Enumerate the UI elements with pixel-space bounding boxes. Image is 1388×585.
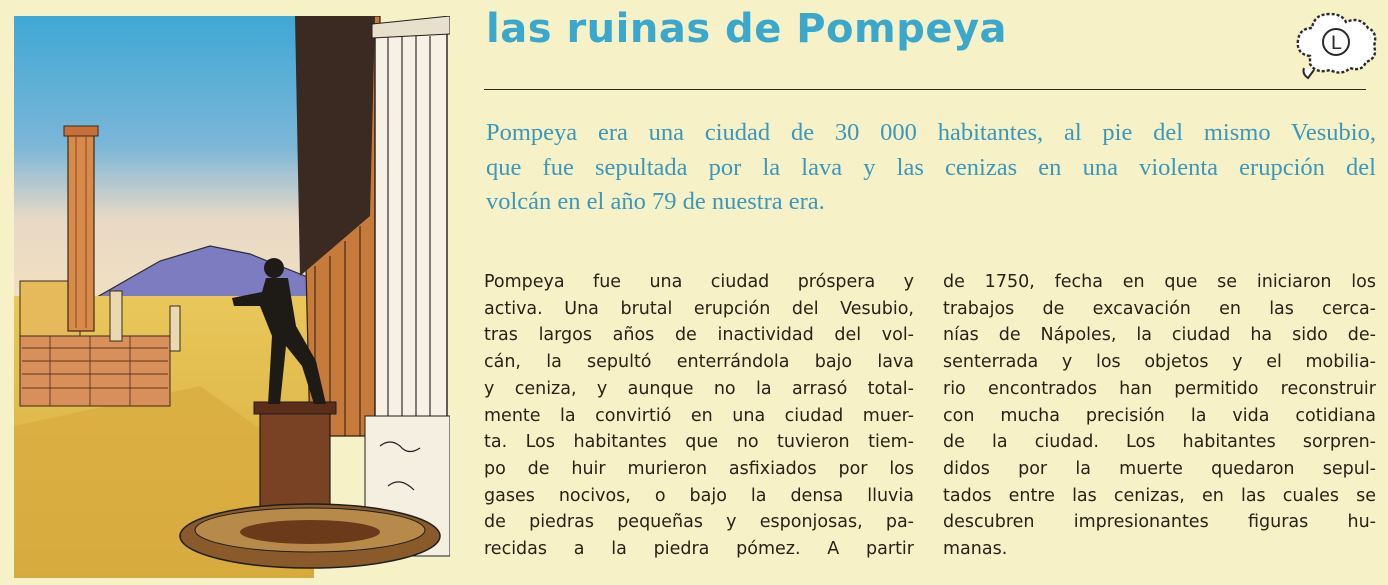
body-line: mente la convirtió en una ciudad muer- <box>484 405 914 426</box>
body-line: senterrada y los objetos y el mobilia- <box>943 352 1376 373</box>
pompeii-ruins-illustration <box>10 16 450 578</box>
body-line: de piedras pequeñas y esponjosas, pa- <box>484 512 914 533</box>
logo-letter: L <box>1330 32 1342 54</box>
body-line: y ceniza, y aunque no la arrasó total- <box>484 378 914 399</box>
body-line: tados entre las cenizas, en las cuales se <box>943 485 1376 506</box>
body-line: de la ciudad. Los habitantes sorpren- <box>943 432 1376 453</box>
body-line: de 1750, fecha en que se iniciaron los <box>943 272 1376 292</box>
body-line: con mucha precisión la vida cotidiana <box>943 405 1376 426</box>
lead-line: volcán en el año 79 de nuestra era. <box>486 188 825 216</box>
body-line: cán, la sepultó enterrándola bajo lava <box>484 352 914 373</box>
body-line: descubren impresionantes figuras hu- <box>943 512 1376 533</box>
body-line: gases nocivos, o bajo la densa lluvia <box>484 485 914 506</box>
body-line: manas. <box>943 539 1008 560</box>
body-line: recidas a la piedra pómez. A partir <box>484 539 914 560</box>
body-line: po de huir murieron asfixiados por los <box>484 458 914 479</box>
body-column-right <box>943 269 1376 563</box>
cloud-logo-icon <box>1290 6 1380 84</box>
page-title: las ruinas de Pompeya <box>486 6 1008 52</box>
body-line: didos por la muerte quedaron sepul- <box>943 458 1376 479</box>
title-divider <box>484 89 1366 90</box>
body-line: trabajos de excavación en las cerca- <box>943 298 1376 319</box>
lead-line: Pompeya era una ciudad de 30 000 habitantes, al pie del mismo Vesubio, <box>486 119 1376 146</box>
body-line: Pompeya fue una ciudad próspera y <box>484 272 914 292</box>
lead-paragraph <box>486 116 1376 220</box>
lead-line: que fue sepultada por la lava y las cenizas en una violenta erupción del <box>486 153 1376 181</box>
body-line: ta. Los habitantes que no tuvieron tiem- <box>484 432 914 453</box>
body-line: rio encontrados han permitido reconstruir <box>943 378 1376 399</box>
body-line: activa. Una brutal erupción del Vesubio, <box>484 298 914 319</box>
body-column-left <box>484 269 914 563</box>
body-line: tras largos años de inactividad del vol- <box>484 325 914 346</box>
body-line: nías de Nápoles, la ciudad ha sido de- <box>943 325 1376 346</box>
